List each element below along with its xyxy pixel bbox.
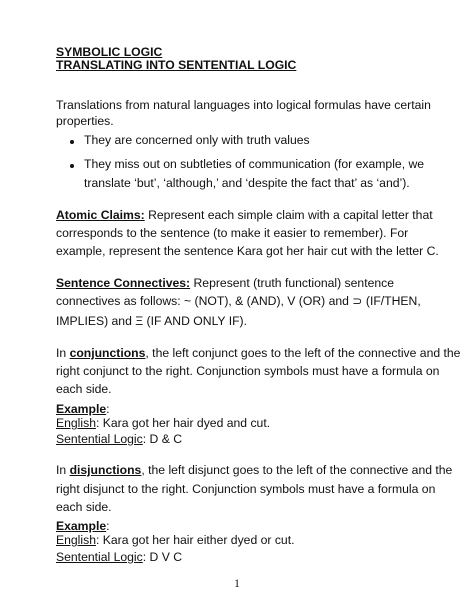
sentential-logic-text: : D & C [142,432,183,446]
english-text: : Kara got her hair either dyed or cut. [95,533,295,547]
disjunctions-english [56,533,294,548]
conjunctions-line-3: each side. [56,382,112,396]
connectives-heading: Sentence Connectives: [56,276,191,290]
connectives-line-1 [56,276,394,291]
bullet-item-2-line-1: They miss out on subtleties of communication (for example, we [84,157,425,171]
atomic-claims-line-1 [56,208,433,223]
disjunctions-example-heading [56,519,110,534]
disjunctions-logic [56,550,182,565]
intro-line-2: properties. [56,114,114,128]
sentential-logic-label: Sentential Logic [56,550,143,564]
bullet-icon [70,140,74,144]
disjunctions-prefix: In [56,463,70,477]
intro-line-1: Translations from natural languages into logical formulas have certain [56,98,431,112]
example-colon: : [106,402,110,416]
document-subtitle: TRANSLATING INTO SENTENTIAL LOGIC [56,58,297,72]
example-label: Example [56,519,107,533]
conjunctions-text: , the left conjunct goes to the left of the connective and the [145,346,461,360]
disjunctions-line-2: right disjunct to the right. Conjunction symbols must have a formula on [56,482,436,496]
disjunctions-text: , the left disjunct goes to the left of the connective and the [141,463,453,477]
conjunctions-english [56,416,270,431]
atomic-claims-line-2: corresponds to the sentence (to make it easier to remember). For [56,226,409,240]
disjunctions-line-1 [56,463,452,478]
page-number: 1 [234,578,240,590]
conjunctions-logic [56,432,182,447]
example-label: Example [56,402,107,416]
atomic-claims-heading: Atomic Claims: [56,208,145,222]
conjunctions-line-2: right conjunct to the right. Conjunction symbols must have a formula on [56,364,440,378]
connectives-line-3: IMPLIES) and Ξ (IF AND ONLY IF). [56,314,248,328]
conjunctions-line-1 [56,346,460,361]
disjunctions-term: disjunctions [69,463,142,477]
sentential-logic-text: : D V C [142,550,183,564]
bullet-icon [70,164,74,168]
disjunctions-line-3: each side. [56,500,112,514]
english-text: : Kara got her hair dyed and cut. [95,416,271,430]
bullet-item-1: They are concerned only with truth values [84,133,310,147]
atomic-claims-text: Represent each simple claim with a capital letter that [144,208,433,222]
document-title: SYMBOLIC LOGIC [56,45,163,59]
sentential-logic-label: Sentential Logic [56,432,143,446]
atomic-claims-line-3: example, represent the sentence Kara got her hair cut with the letter C. [56,244,439,258]
english-label: English [56,533,96,547]
english-label: English [56,416,96,430]
bullet-item-2-line-2: translate ‘but’, ‘although,’ and ‘despite the fact that’ as ‘and’). [84,176,410,190]
conjunctions-example-heading [56,402,110,417]
conjunctions-term: conjunctions [69,346,146,360]
connectives-text: Represent (truth functional) sentence [190,276,395,290]
example-colon: : [106,519,110,533]
conjunctions-prefix: In [56,346,70,360]
connectives-line-2: connectives as follows: ~ (NOT), & (AND), V (OR) and ⊃ (IF/THEN, [56,294,421,308]
